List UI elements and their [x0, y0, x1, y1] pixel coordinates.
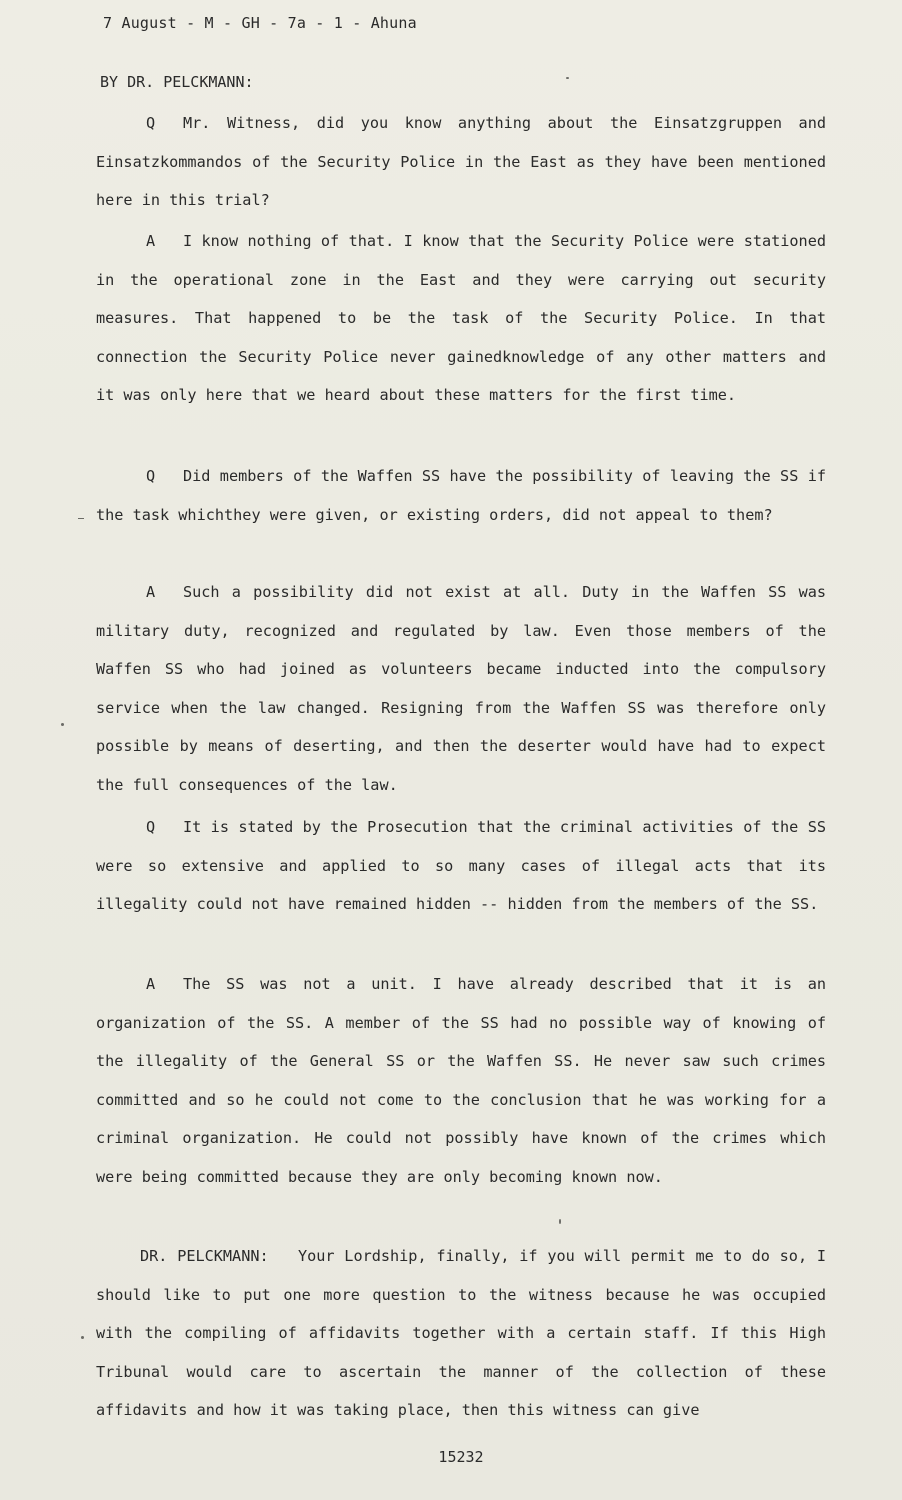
testimony-paragraph-3 [96, 457, 826, 534]
testimony-paragraph-1 [96, 104, 826, 220]
examiner-heading: BY DR. PELCKMANN: [100, 73, 254, 91]
qa-marker: Q [146, 818, 156, 836]
paragraph-text: I know nothing of that. I know that the Security Police were stationed in the operational zone in the East and they were carrying out security measures. That happened to be the task of the Security Police. In that connection the Security Police never gainedknowledge of any other matters and it was only here that we heard about these matters for the first time. [96, 232, 826, 405]
qa-marker: Q [146, 114, 156, 132]
paper-speck [559, 1219, 561, 1224]
paragraph-text: Such a possibility did not exist at all. Duty in the Waffen SS was military duty, recognized and regulated by law. Even those members of the Waffen SS who had joined as volunteers became inducted into the compulsory service when the law changed. Resigning from the Waffen SS was therefore only possible by means of deserting, and then the deserter would have had to expect the full consequences of the law. [96, 583, 826, 794]
speaker-label: DR. PELCKMANN: [140, 1247, 269, 1265]
paper-speck [81, 1336, 84, 1339]
testimony-paragraph-6 [96, 965, 826, 1197]
paper-speck [78, 518, 84, 519]
paper-speck [61, 723, 64, 726]
testimony-paragraph-5 [96, 808, 826, 924]
page-header: 7 August - M - GH - 7a - 1 - Ahuna [103, 14, 417, 32]
page-number: 15232 [438, 1448, 484, 1466]
paragraph-text: Did members of the Waffen SS have the possibility of leaving the SS if the task whichthey were given, or existing orders, did not appeal to them? [96, 467, 826, 524]
paragraph-text: It is stated by the Prosecution that the criminal activities of the SS were so extensive and applied to so many cases of illegal acts that its illegality could not have remained hidden -- hidden from the members of the SS. [96, 818, 826, 914]
paragraph-text: The SS was not a unit. I have already described that it is an organization of the SS. A member of the SS had no possible way of knowing of the illegality of the General SS or the Waffen SS. He never saw such crimes committed and so he could not come to the conclusion that he was working for a criminal organization. He could not possibly have known of the crimes which were being committed because they are only becoming known now. [96, 975, 826, 1186]
qa-marker: A [146, 583, 156, 601]
qa-marker: A [146, 232, 156, 250]
testimony-paragraph-2 [96, 222, 826, 415]
paragraph-text: Your Lordship, finally, if you will permit me to do so, I should like to put one more question to the witness because he was occupied with the compiling of affidavits together with a certain staff. If this High Tribunal would care to ascertain the manner of the collection of these affidavits and how it was taking place, then this witness can give [96, 1247, 826, 1420]
paragraph-text: Mr. Witness, did you know anything about the Einsatzgruppen and Einsatzkommandos of the Security Police in the East as they have been mentioned here in this trial? [96, 114, 826, 210]
qa-marker: Q [146, 467, 156, 485]
closing-paragraph [96, 1237, 826, 1430]
paper-speck [566, 77, 569, 79]
qa-marker: A [146, 975, 156, 993]
testimony-paragraph-4 [96, 573, 826, 805]
